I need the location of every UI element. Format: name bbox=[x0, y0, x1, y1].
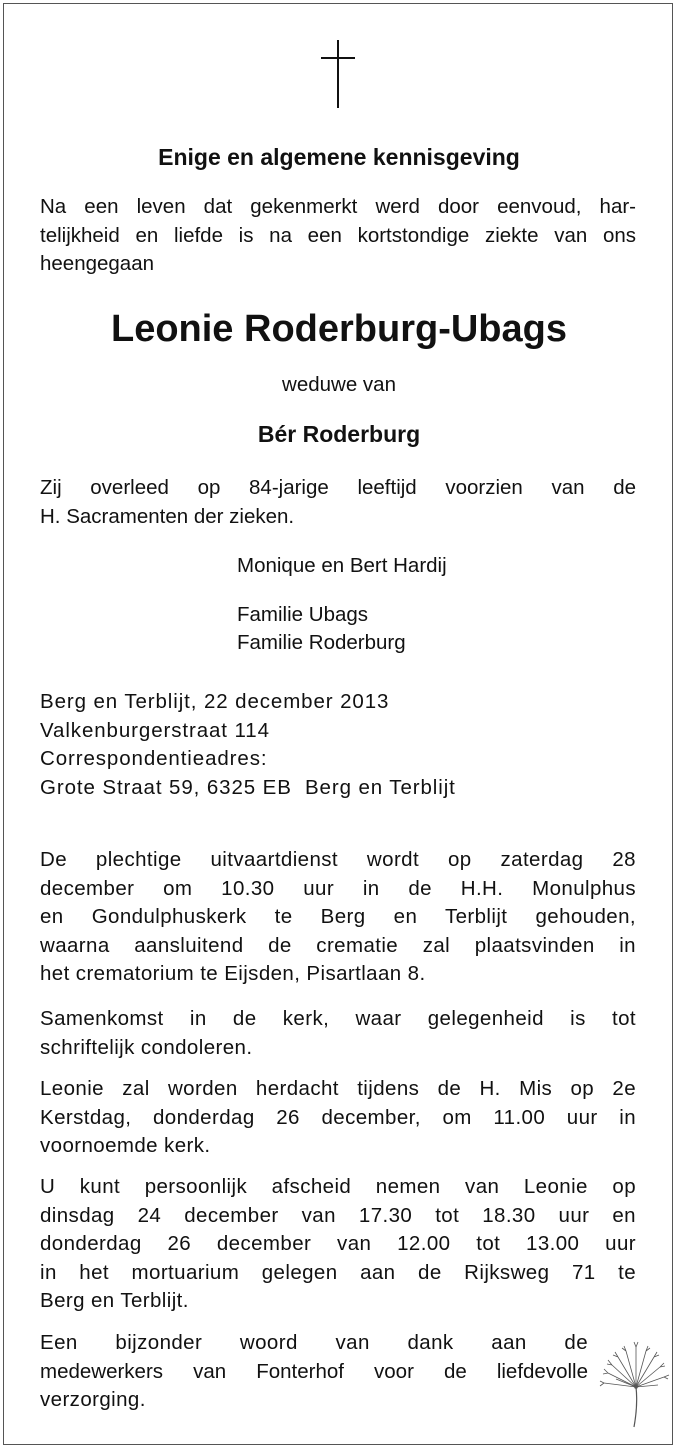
paragraph-line: Een bijzonder woord van dank aan de bbox=[40, 1331, 588, 1354]
paragraph-line: De plechtige uitvaartdienst wordt op zaterdag 28 bbox=[40, 848, 636, 871]
death-statement-cont: H. Sacramenten der zieken. bbox=[40, 505, 295, 528]
correspondence-address: Grote Straat 59, 6325 EB Berg en Terblijt bbox=[40, 775, 456, 799]
family-ubags: Familie Ubags bbox=[237, 603, 369, 626]
street-address: Valkenburgerstraat 114 bbox=[40, 718, 270, 742]
paragraph-line: Leonie zal worden herdacht tijdens de H. Mis op 2e bbox=[40, 1077, 636, 1100]
paragraph-line: in het mortuarium gelegen aan de Rijksweg 71 te bbox=[40, 1260, 636, 1284]
paragraph-line: december om 10.30 uur in de H.H. Monulphus bbox=[40, 876, 636, 900]
paragraph-line: waarna aansluitend de crematie zal plaatsvinden in bbox=[40, 933, 636, 957]
address-block bbox=[40, 688, 636, 802]
thanks-paragraph bbox=[40, 1329, 588, 1415]
death-statement: Zij overleed op 84-jarige leeftijd voorzien van de bbox=[40, 476, 636, 499]
cross-icon bbox=[321, 40, 355, 110]
paragraph-line: donderdag 26 december van 12.00 tot 13.00 uur bbox=[40, 1232, 636, 1255]
paragraph-line: en Gondulphuskerk te Berg en Terblijt gehouden, bbox=[40, 905, 636, 928]
paragraph-line: Berg en Terblijt. bbox=[40, 1289, 189, 1312]
farewell-paragraph bbox=[40, 1173, 636, 1316]
gathering-paragraph bbox=[40, 1005, 636, 1062]
paragraph-line: U kunt persoonlijk afscheid nemen van Leonie op bbox=[40, 1175, 636, 1198]
dandelion-icon bbox=[598, 1335, 670, 1430]
spouse-name: Bér Roderburg bbox=[257, 421, 421, 447]
mass-paragraph bbox=[40, 1075, 636, 1161]
paragraph-line: medewerkers van Fonterhof voor de liefdevolle bbox=[40, 1359, 588, 1383]
paragraph-line: schriftelijk condoleren. bbox=[40, 1035, 253, 1059]
deceased-name: Leonie Roderburg-Ubags bbox=[110, 308, 568, 350]
widow-of-label: weduwe van bbox=[282, 373, 396, 396]
paragraph-line: het crematorium te Eijsden, Pisartlaan 8. bbox=[40, 962, 426, 985]
family-roderburg: Familie Roderburg bbox=[237, 631, 406, 654]
paragraph-line: dinsdag 24 december van 17.30 tot 18.30 uur en bbox=[40, 1203, 636, 1227]
intro-line: heengegaan bbox=[40, 252, 155, 275]
paragraph-line: voornoemde kerk. bbox=[40, 1134, 211, 1157]
correspondence-label: Correspondentieadres: bbox=[40, 747, 268, 770]
intro-line: telijkheid en liefde is na een kortstondige ziekte van ons bbox=[40, 223, 636, 247]
paragraph-line: Kerstdag, donderdag 26 december, om 11.00 uur in bbox=[40, 1105, 636, 1129]
paragraph-line: verzorging. bbox=[40, 1388, 146, 1411]
family-monique-bert: Monique en Bert Hardij bbox=[237, 554, 447, 577]
intro-line: Na een leven dat gekenmerkt werd door eenvoud, har- bbox=[40, 195, 636, 218]
funeral-paragraph bbox=[40, 846, 636, 989]
intro-text bbox=[40, 193, 636, 279]
notice-heading: Enige en algemene kennisgeving bbox=[158, 144, 520, 170]
paragraph-line: Samenkomst in de kerk, waar gelegenheid is tot bbox=[40, 1007, 636, 1030]
place-date: Berg en Terblijt, 22 december 2013 bbox=[40, 690, 390, 713]
